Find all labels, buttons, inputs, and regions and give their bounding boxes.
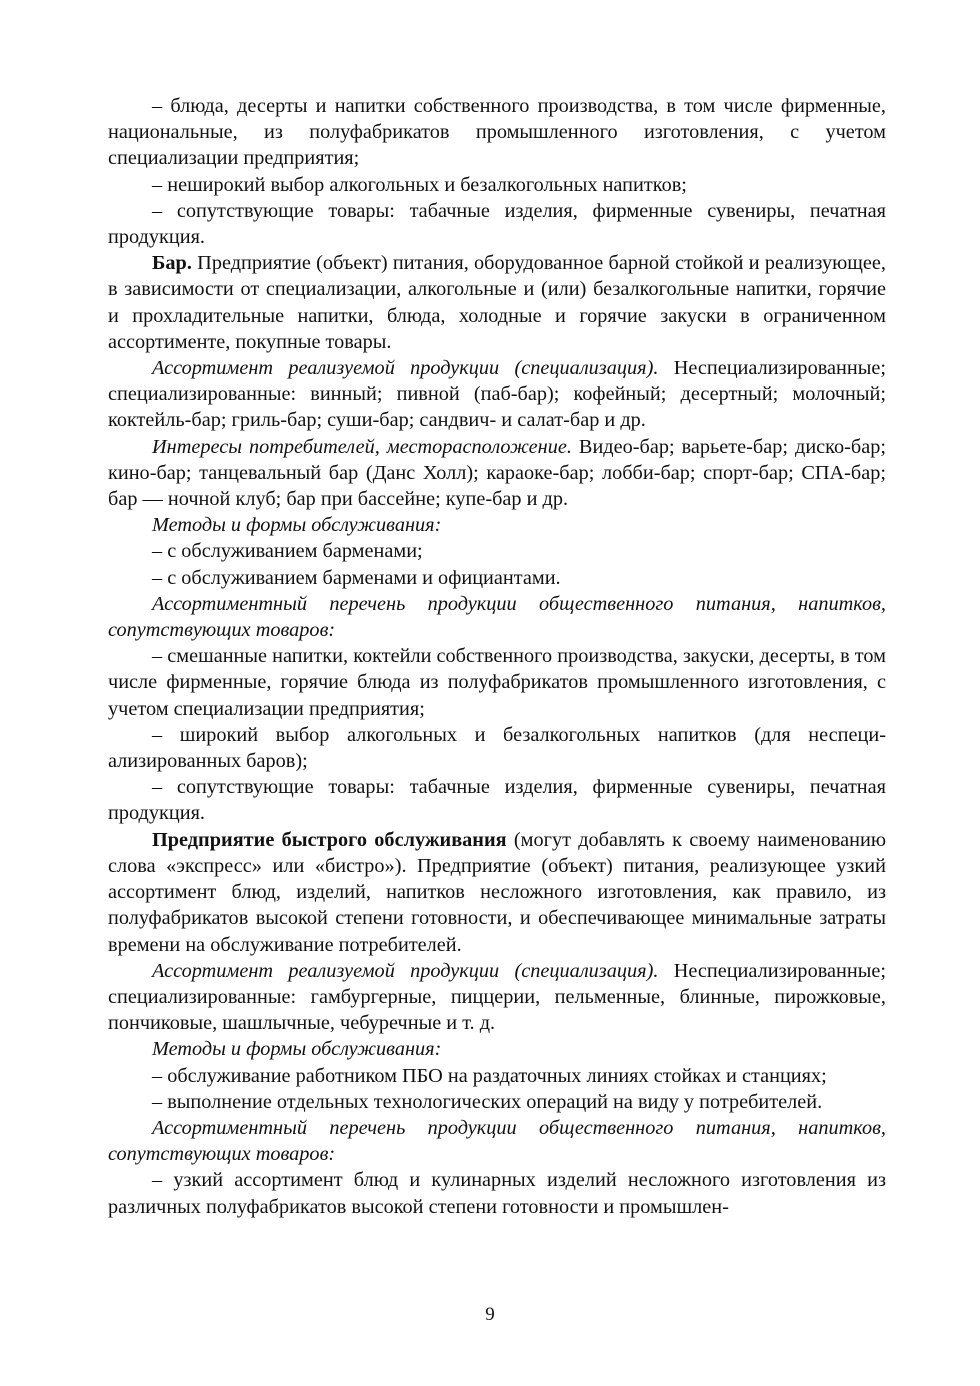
paragraph: – с обслуживанием барменами и официантами.	[152, 566, 561, 589]
subheading: Методы и формы обслуживания:	[152, 514, 442, 537]
subheading: Ассортимент реализуемой продукции (специализация).	[152, 959, 659, 982]
page-body	[108, 93, 886, 1220]
paragraph: – смешанные напитки, коктейли собственного производства, закуски, десерты, в том числе фирменные, горячие блюда из полуфабрикатов промышленного изготовления, с учетом специализации предприятия;	[108, 645, 886, 720]
paragraph: Бар. Предприятие (объект) питания, оборудованное барной стойкой и реализующее, в зависимости от специализации, алкогольные и (или) безалкогольные напитки, горячие и прохладительные напитки, блюда, холодные и горячие закуски в ограниченном ассортименте, покупные товары.	[108, 252, 886, 353]
paragraph: – сопутствующие товары: табачные изделия, фирменные сувениры, печатная продукция.	[108, 199, 886, 249]
paragraph: Ассортимент реализуемой продукции (специализация). Неспециализированные; специализированные: винный; пивной (паб-бар); кофейный; десертный; молочный; коктейль-бар; гриль-бар; суши-бар; сандвич- и салат-бар и др.	[108, 357, 886, 432]
paragraph: – блюда, десерты и напитки собственного производства, в том числе фирменные, национальные, из полуфабрикатов промышленного изготовления, с учетом специализации предприятия;	[108, 95, 886, 170]
paragraph: – сопутствующие товары: табачные изделия, фирменные сувениры, печатная продукция.	[108, 776, 886, 825]
subheading: Ассортимент реализуемой продукции (специализация).	[152, 357, 659, 380]
paragraph: Предприятие быстрого обслуживания (могут добавлять к своему наименованию слова «экспресс» или «бистро»). Предприятие (объект) питания, реализующее узкий ассортимент блюд, изделий, напитков несложного изготовления, как правило, из полуфабрикатов высокой степени готовности, и обеспечивающее минимальные затраты времени на обслуживание потребителей.	[108, 828, 887, 956]
subheading: Методы и формы обслуживания:	[152, 1038, 442, 1061]
paragraph	[108, 1036, 886, 1062]
paragraph: – обслуживание работником ПБО на раздаточных линиях стойках и станциях;	[152, 1064, 827, 1087]
subheading: Ассортиментный перечень продукции общественного питания, напитков, сопутствующих товаров:	[108, 1116, 886, 1166]
term-heading: Бар.	[152, 252, 192, 275]
paragraph: – узкий ассортимент блюд и кулинарных изделий несложного изготовления из различных полуфабрикатов высокой степени готовности и промышлен-	[108, 1169, 886, 1218]
paragraph	[108, 1115, 886, 1167]
paragraph: – выполнение отдельных технологических операций на виду у потребителей.	[152, 1090, 823, 1113]
subheading: Ассортиментный перечень продукции общественного питания, напитков, сопутствующих товаров:	[108, 592, 886, 642]
page-number: 9	[485, 1304, 495, 1325]
paragraph: – широкий выбор алкогольных и безалкогольных напитков (для неспециализированных баров);	[108, 723, 886, 773]
paragraph: Ассортимент реализуемой продукции (специализация). Неспециализированные; специализированные: гамбургерные, пиццерии, пельменные, блинные, пирожковые, пончиковые, шашлычные, чебуречные и т. д.	[108, 959, 886, 1035]
paragraph: – с обслуживанием барменами;	[152, 540, 423, 563]
paragraph	[108, 512, 886, 538]
subheading: Интересы потребителей, месторасположение.	[152, 435, 572, 458]
paragraph: Интересы потребителей, месторасположение. Видео-бар; варьете-бар; диско-бар; кино-бар; танцевальный бар (Данс Холл); караоке-бар; лобби-бар; спорт-бар; СПА-бар; бар — ночной клуб; бар при бассейне; купе-бар и др.	[108, 435, 886, 511]
paragraph: – неширокий выбор алкогольных и безалкогольных напитков;	[152, 173, 687, 196]
paragraph	[108, 591, 886, 643]
term-heading: Предприятие быстрого обслуживания	[152, 828, 507, 851]
